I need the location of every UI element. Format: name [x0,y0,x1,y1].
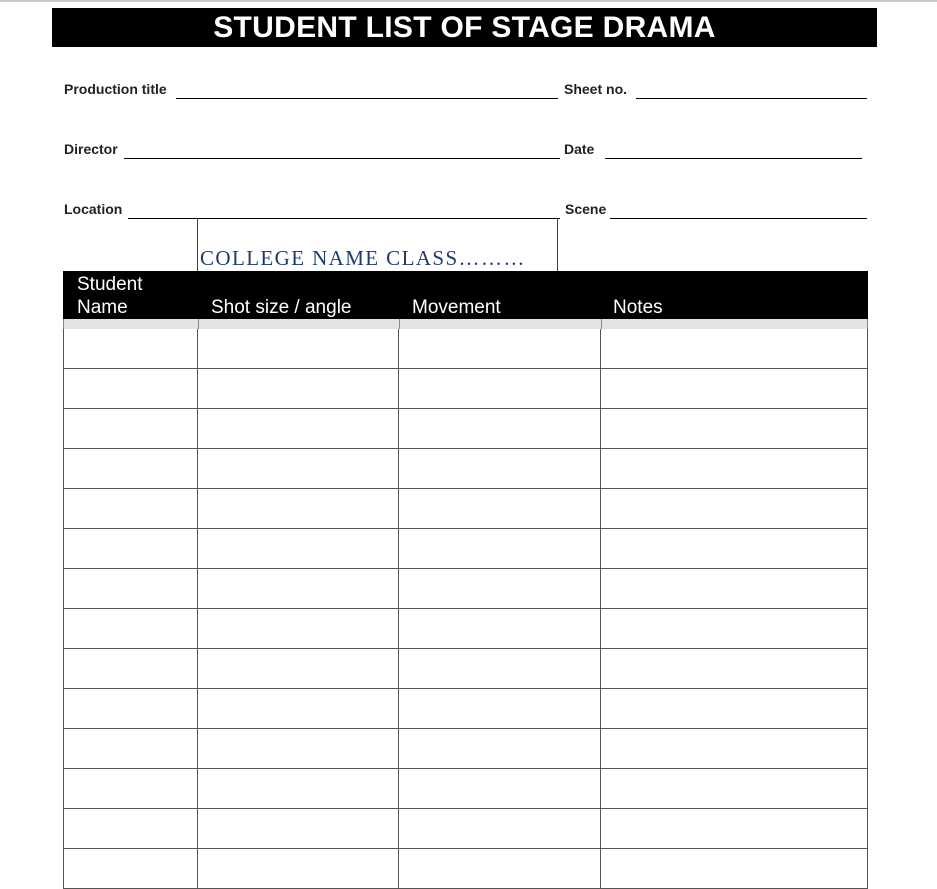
notes-cell[interactable] [600,329,868,369]
header-notes: Notes [613,297,663,318]
shot-size-cell[interactable] [197,609,399,649]
table-row [63,489,868,529]
date-label: Date [564,141,595,157]
table-row [63,329,868,369]
student-name-cell[interactable] [63,329,198,369]
shot-size-cell[interactable] [197,649,399,689]
notes-cell[interactable] [600,649,868,689]
notes-cell[interactable] [600,769,868,809]
student-name-cell[interactable] [63,609,198,649]
table-row [63,849,868,889]
movement-cell[interactable] [398,529,601,569]
notes-cell[interactable] [600,409,868,449]
table-row [63,609,868,649]
director-label: Director [64,141,118,157]
notes-cell[interactable] [600,609,868,649]
student-name-cell[interactable] [63,849,198,889]
table-row [63,529,868,569]
table-header [63,271,868,319]
student-name-cell[interactable] [63,489,198,529]
table-row [63,449,868,489]
movement-cell[interactable] [398,849,601,889]
production-title-field[interactable] [176,98,558,99]
table-row [63,769,868,809]
shot-size-cell[interactable] [197,849,399,889]
header-shot-size-angle: Shot size / angle [211,297,352,318]
student-name-cell[interactable] [63,769,198,809]
shot-size-cell[interactable] [197,529,399,569]
student-name-cell[interactable] [63,529,198,569]
notes-cell[interactable] [600,809,868,849]
location-label: Location [64,201,123,217]
shot-size-cell[interactable] [197,369,399,409]
shot-size-cell[interactable] [197,489,399,529]
table-row [63,729,868,769]
table-row [63,409,868,449]
student-name-cell[interactable] [63,569,198,609]
student-name-cell[interactable] [63,649,198,689]
scene-label: Scene [565,201,607,217]
notes-cell[interactable] [600,529,868,569]
shot-size-cell[interactable] [197,449,399,489]
student-name-cell[interactable] [63,809,198,849]
student-name-cell[interactable] [63,449,198,489]
director-field[interactable] [124,158,560,159]
notes-cell[interactable] [600,449,868,489]
table-row [63,369,868,409]
table-row [63,569,868,609]
movement-cell[interactable] [398,449,601,489]
sheet-no-field[interactable] [636,98,867,99]
table-row [63,689,868,729]
movement-cell[interactable] [398,409,601,449]
notes-cell[interactable] [600,489,868,529]
table-row [63,809,868,849]
date-field[interactable] [605,158,862,159]
shot-size-cell[interactable] [197,409,399,449]
shot-size-cell[interactable] [197,729,399,769]
movement-cell[interactable] [398,649,601,689]
header-student: Student [77,274,143,295]
movement-cell[interactable] [398,689,601,729]
movement-cell[interactable] [398,569,601,609]
page-top-divider [0,0,937,2]
shot-size-cell[interactable] [197,809,399,849]
shot-size-cell[interactable] [197,569,399,609]
notes-cell[interactable] [600,729,868,769]
movement-cell[interactable] [398,609,601,649]
notes-cell[interactable] [600,689,868,729]
student-name-cell[interactable] [63,689,198,729]
notes-cell[interactable] [600,369,868,409]
scene-field[interactable] [610,218,867,219]
college-name-class-text: COLLEGE NAME CLASS……… [200,246,526,270]
sheet-no-label: Sheet no. [564,81,628,97]
movement-cell[interactable] [398,729,601,769]
movement-cell[interactable] [398,809,601,849]
production-title-label: Production title [64,81,167,97]
notes-cell[interactable] [600,849,868,889]
table-header-underband [63,319,868,329]
student-name-cell[interactable] [63,729,198,769]
notes-cell[interactable] [600,569,868,609]
movement-cell[interactable] [398,369,601,409]
header-name: Name [77,297,128,318]
shot-size-cell[interactable] [197,769,399,809]
movement-cell[interactable] [398,329,601,369]
movement-cell[interactable] [398,769,601,809]
movement-cell[interactable] [398,489,601,529]
shot-size-cell[interactable] [197,329,399,369]
table-row [63,649,868,689]
table-body [63,329,868,889]
student-name-cell[interactable] [63,369,198,409]
header-movement: Movement [412,297,501,318]
page-title: STUDENT LIST OF STAGE DRAMA [52,8,877,47]
student-name-cell[interactable] [63,409,198,449]
shot-size-cell[interactable] [197,689,399,729]
